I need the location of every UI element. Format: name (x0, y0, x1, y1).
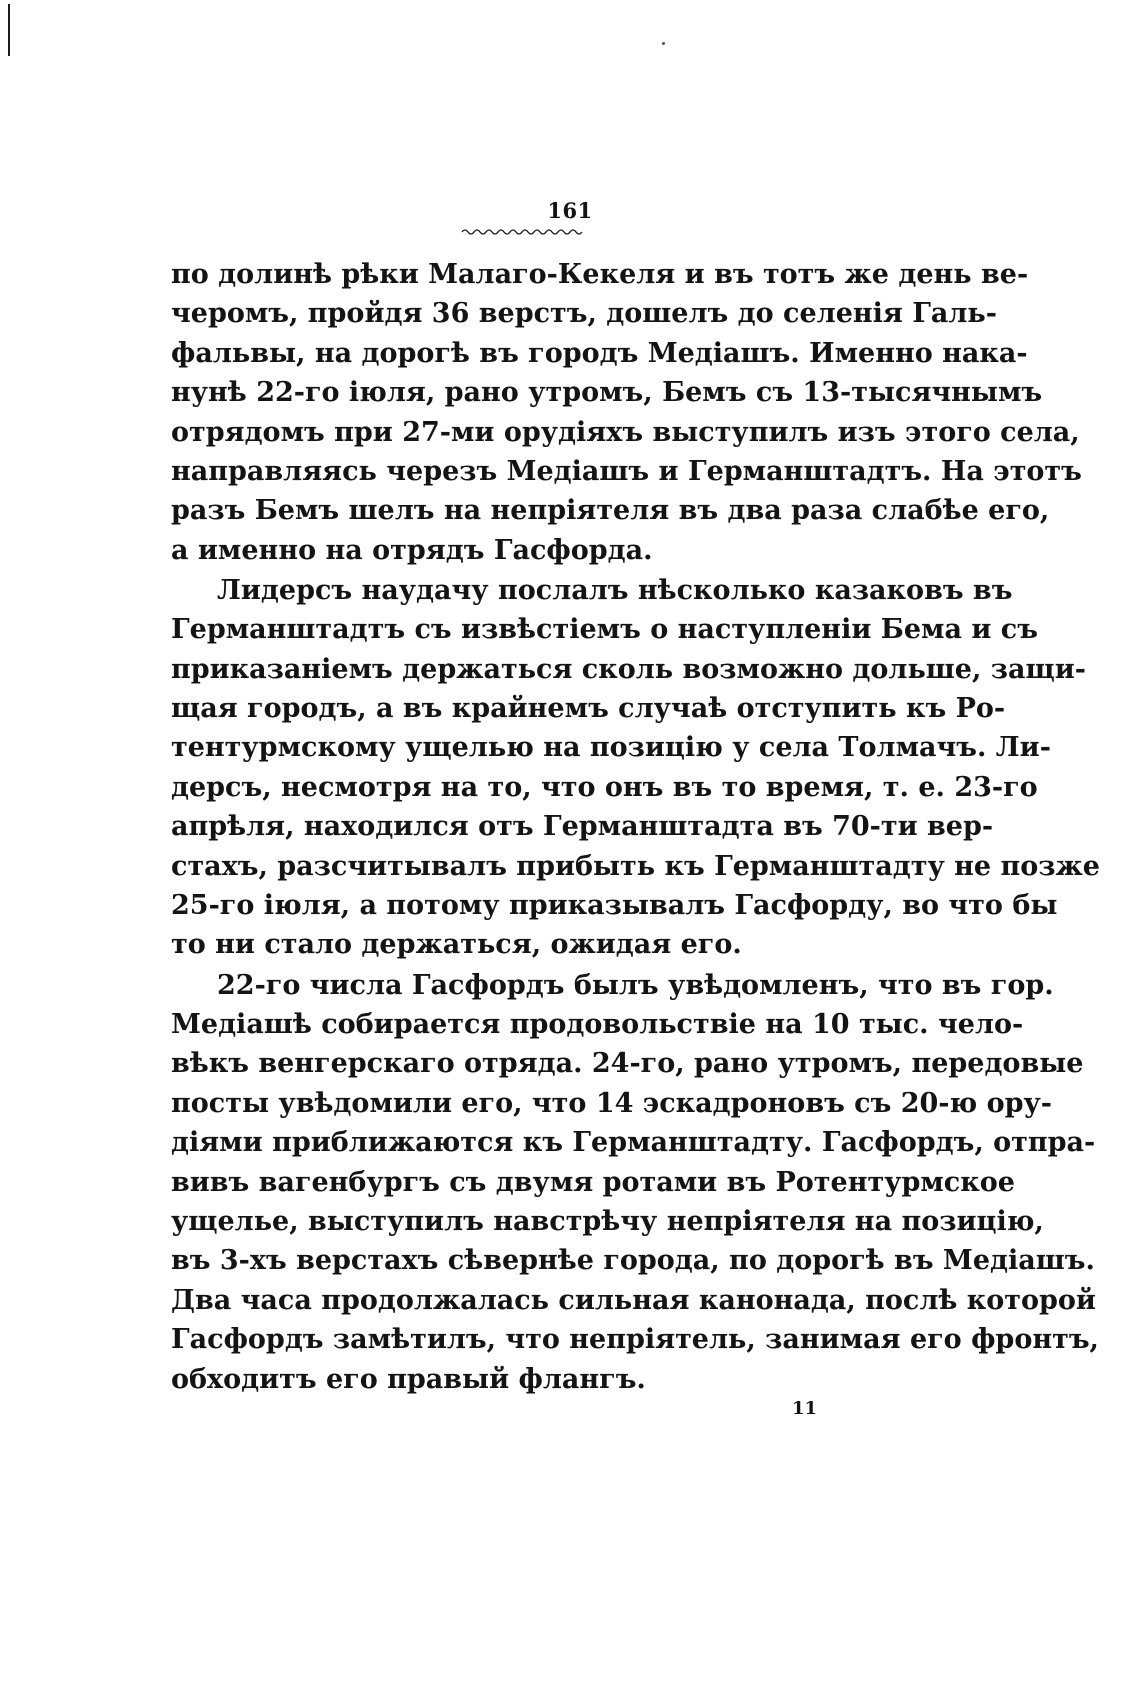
text-line: нунѣ 22-го іюля, рано утромъ, Бемъ съ 13-тысячнымъ (171, 377, 1043, 409)
text-line: апрѣля, находился отъ Германштадта въ 70-ти вер- (171, 811, 994, 843)
text-line: тентурмскому ущелью на позицію у села Толмачъ. Ли- (171, 732, 1051, 764)
text-line: стахъ, разсчитывалъ прибыть къ Германштадту не позже (171, 850, 1100, 882)
text-line: ущелье, выступилъ навстрѣчу непріятеля на позицію, (171, 1205, 1044, 1237)
printer-signature-mark: 11 (792, 1398, 818, 1419)
text-line: Лидерсъ наудачу послалъ нѣсколько казаковъ въ (217, 574, 1013, 606)
text-line: щая городъ, а въ крайнемъ случаѣ отступить къ Ро- (171, 693, 1006, 725)
text-line: направляясь черезъ Медіашъ и Германштадтъ. На этотъ (171, 455, 1082, 487)
text-line: по долинѣ рѣки Малаго-Кекеля и въ тотъ же день ве- (171, 259, 1029, 290)
text-line: вивъ вагенбургъ съ двумя ротами въ Ротентурмское (171, 1166, 1015, 1198)
text-line: обходитъ его правый флангъ. (171, 1363, 646, 1395)
text-line: фальвы, на дорогѣ въ городъ Медіашъ. Именно нака- (171, 337, 1028, 369)
text-line: а именно на отрядъ Гасфорда. (171, 534, 653, 566)
paragraph (171, 966, 1099, 1399)
scan-edge-mark (8, 4, 10, 56)
scan-speck (662, 42, 665, 45)
wavy-rule-ornament (460, 227, 584, 237)
text-line: дерсъ, несмотря на то, что онъ въ то время, т. е. 23-го (171, 771, 1038, 803)
text-line: Медіашѣ собирается продовольствіе на 10 тыс. чело- (171, 1009, 1024, 1041)
text-line: 22-го числа Гасфордъ былъ увѣдомленъ, что въ гор. (217, 969, 1054, 1001)
text-line: въ 3-хъ верстахъ сѣвернѣе города, по дорогѣ въ Медіашъ. (171, 1245, 1095, 1277)
text-line: Два часа продолжалась сильная канонада, послѣ которой (171, 1284, 1096, 1316)
text-line: 25-го іюля, а потому приказывалъ Гасфорду, во что бы (171, 890, 1058, 922)
page-number: 161 (547, 198, 593, 223)
text-line: Гасфордъ замѣтилъ, что непріятель, занимая его фронтъ, (171, 1324, 1099, 1356)
text-line: отрядомъ при 27-ми орудіяхъ выступилъ изъ этого села, (171, 416, 1080, 448)
text-line: посты увѣдомили его, что 14 эскадроновъ съ 20-ю ору- (171, 1087, 1052, 1119)
paragraph (171, 571, 1100, 965)
body-text (171, 255, 1100, 1399)
text-line: приказаніемъ держаться сколь возможно дольше, защи- (171, 653, 1086, 685)
text-line: разъ Бемъ шелъ на непріятеля въ два раза слабѣе его, (171, 495, 1050, 527)
text-line: вѣкъ венгерскаго отряда. 24-го, рано утромъ, передовые (171, 1048, 1084, 1080)
text-line: діями приближаются къ Германштадту. Гасфордъ, отпра- (171, 1127, 1096, 1159)
text-line: Германштадтъ съ извѣстіемъ о наступленіи Бема и съ (171, 614, 1038, 646)
text-line: то ни стало держаться, ожидая его. (171, 929, 742, 961)
text-line: черомъ, пройдя 36 верстъ, дошелъ до селенія Галь- (171, 298, 997, 330)
paragraph (171, 255, 1082, 570)
